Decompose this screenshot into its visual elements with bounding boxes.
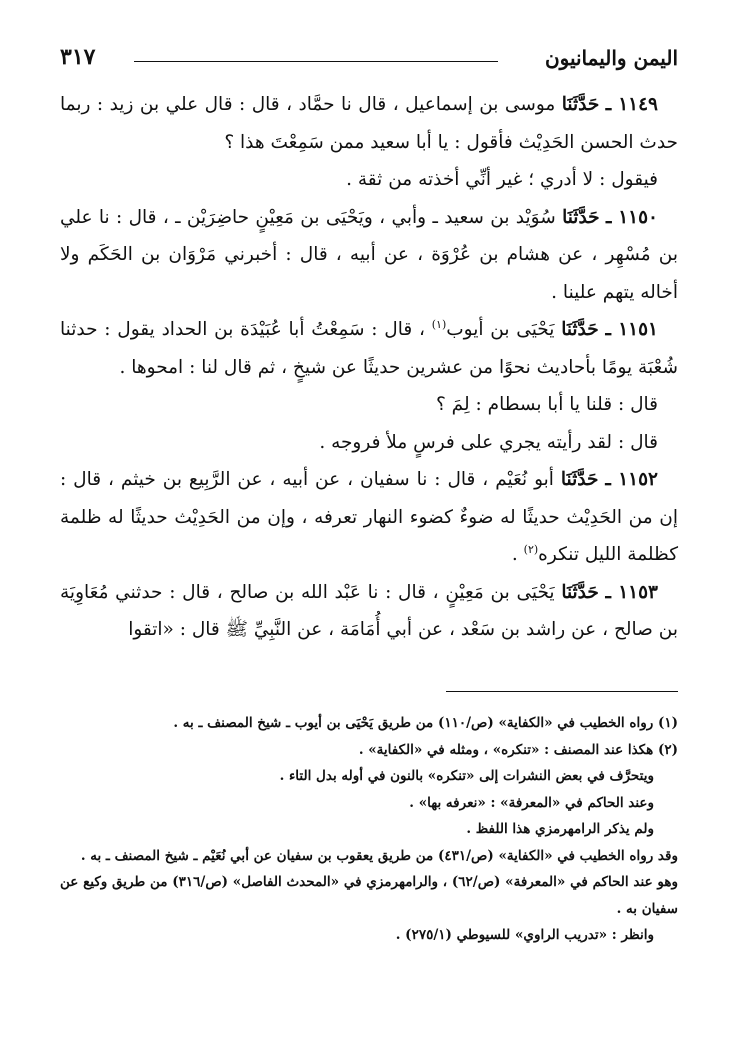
hadith-number: ١١٥٣ ـ	[605, 581, 658, 603]
hadith-text: يَحْيَى بن مَعِيْنٍ ، قال : نا عَبْد الله بن صالح ، قال : حدثني مُعَاوِيَة بن صالح ، عن راشد بن سَعْد ، عن أبي أُمَامَة ، عن النَّبِيِّ ﷺ قال : «اتقوا	[60, 581, 678, 640]
hadith-text: قال : قلنا يا أبا بسطام : لِمَ ؟	[435, 394, 658, 415]
hadith-1149	[60, 86, 678, 161]
hadith-text: ، قال : سَمِعْتُ أبا عُبَيْدَة بن الحداد يقول : حدثنا شُعْبَة يومًا بأحاديث نحوًا من عشرين حديثًا عن شيخٍ ، ثم قال لنا : امحوها .	[60, 319, 678, 378]
header-rule	[134, 61, 498, 62]
hadith-1151	[60, 311, 678, 386]
footnote-2-line: وقد رواه الخطيب في «الكفاية» (ص/٤٣١) من طريق يعقوب بن سفيان عن أبي نُعَيْم ـ شيخ المصنف ـ به .	[80, 847, 678, 864]
hadith-narrator: يَحْيَى بن أيوب	[446, 319, 555, 340]
footnote-mark: (١)	[431, 317, 447, 331]
hadith-keyword: حَدَّثَنَا	[562, 206, 600, 228]
hadith-number: ١١٥٢ ـ	[605, 469, 658, 490]
page-number: ٣١٧	[60, 44, 96, 70]
hadith-number: ١١٥٠ ـ	[605, 206, 658, 228]
hadith-1153	[60, 574, 678, 649]
hadith-keyword: حَدَّثَنَا	[560, 469, 599, 490]
hadith-text: قال : لقد رأيته يجري على فرسٍ ملأ فروجه .	[319, 431, 658, 453]
page-header	[60, 44, 678, 80]
footnote-2-line: ويتحرَّف في بعض النشرات إلى «تنكره» بالنون في أوله بدل التاء .	[279, 768, 654, 784]
footnote-2-line: ولم يذكر الرامهرمزي هذا اللفظ .	[466, 821, 654, 837]
hadith-text: سُوَيْد بن سعيد ـ وأبي ، ويَحْيَى بن مَعِيْنٍ حاضِرَيْن ـ ، قال : نا علي بن مُسْهِر ، عن هشام بن عُرْوَة ، عن أبيه ، قال : أخبرني مَرْوَان بن الحَكَم ولا أخاله يتهم علينا .	[60, 206, 678, 303]
hadith-keyword: حَدَّثَنَا	[561, 319, 599, 340]
hadith-1152	[60, 461, 678, 574]
hadith-number: ١١٤٩ ـ	[605, 94, 658, 115]
hadith-number: ١١٥١ ـ	[605, 319, 658, 340]
hadith-text: فيقول : لا أدري ؛ غير أنِّي أخذته من ثقة .	[346, 169, 658, 190]
hadith-1151-q	[60, 386, 678, 424]
hadith-narrator: أبو نُعَيْم ، قال : نا سفيان ، عن أبيه ، عن الرَّبِيع بن خيثم ، قال : إن من الحَدِيْث حديثًا له ضوءٌ كضوء النهار تعرفه ، وإن من الحَدِيْث حديثًا له ظلمة كظلمة الليل تنكره	[60, 469, 678, 565]
footnote-separator	[446, 691, 678, 692]
hadith-keyword: حَدَّثَنَا	[561, 581, 599, 603]
footnote-2-line: وانظر : «تدريب الراوي» للسيوطي (٢٧٥/١) .	[395, 927, 654, 943]
footnote-2-line: وعند الحاكم في «المعرفة» : «نعرفه بها» .	[409, 794, 654, 811]
hadith-text: موسى بن إسماعيل ، قال نا حمَّاد ، قال : قال علي بن زيد : ربما حدث الحسن الحَدِيْث فأقول : يا أبا سعيد ممن سَمِعْتَ هذا ؟	[60, 94, 678, 153]
running-title: اليمن واليمانيون	[544, 46, 678, 70]
footnote-2-line: وهو عند الحاكم في «المعرفة» (ص/٦٢) ، والرامهرمزي في «المحدث الفاصل» (ص/٣١٦) من طريق وكيع عن سفيان به .	[60, 874, 678, 917]
footnote-mark: (٢)	[523, 542, 539, 556]
hadith-1150	[60, 199, 678, 312]
hadith-1149-continuation	[60, 161, 678, 199]
footnote-2: (٢) هكذا عند المصنف : «تنكره» ، ومثله في «الكفاية» .	[358, 741, 678, 758]
footnote-1: (١) رواه الخطيب في «الكفاية» (ص/١١٠) من طريق يَحْيَى بن أيوب ـ شيخ المصنف ـ به .	[173, 715, 678, 731]
hadith-1151-a	[60, 424, 678, 462]
hadith-text: .	[511, 544, 518, 565]
hadith-keyword: حَدَّثَنَا	[561, 94, 600, 115]
footnotes	[60, 710, 678, 949]
main-text	[60, 86, 678, 649]
